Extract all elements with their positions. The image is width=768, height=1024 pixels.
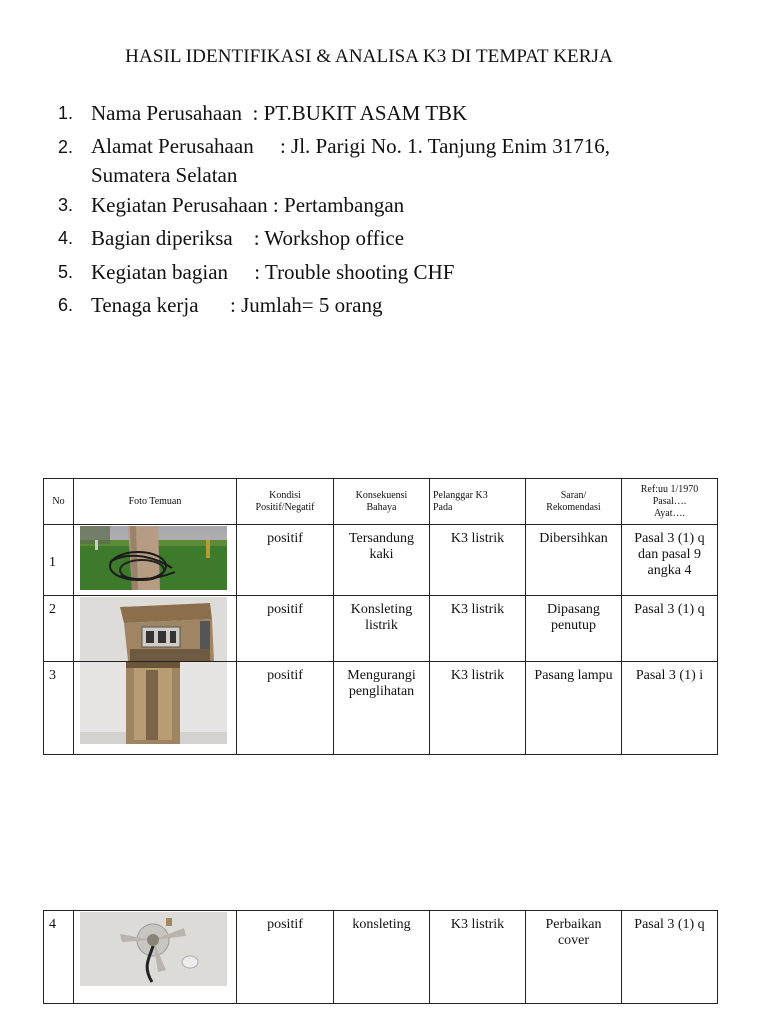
header-konsekuensi [334,479,430,525]
row-number: 1 [44,525,74,596]
list-number: 2. [58,136,74,157]
list-number: 5. [58,261,74,282]
table-row [44,525,718,596]
photo-exposed-switch [80,597,227,661]
saran-cell: Pasang lampu [526,662,622,755]
header-ref [622,479,718,525]
header-line: Saran/ [560,489,587,501]
saran-cell: Dipasang penutup [526,596,622,662]
info-text: Kegiatan bagian : Trouble shooting CHF [91,259,455,284]
saran-cell: Perbaikan cover [526,911,622,1004]
header-line: Pasal…. [652,495,687,507]
list-number: 1. [58,103,74,123]
photo-lamp-fixture [80,662,227,744]
photo-cell [74,911,237,1004]
list-number: 6. [58,295,74,316]
pelanggar-cell: K3 listrik [430,596,526,662]
ref-cell: Pasal 3 (1) q [622,596,718,662]
info-item-company-address [58,131,711,189]
photo-cell [74,662,237,755]
header-saran [526,479,622,525]
document-title: HASIL IDENTIFIKASI & ANALISA K3 DI TEMPAT KERJA [125,46,613,67]
pelanggar-cell: K3 listrik [430,662,526,755]
kondisi-cell: positif [237,596,334,662]
findings-table [43,478,718,755]
table-header-row [44,479,718,525]
kondisi-cell: positif [237,662,334,755]
header-line: Rekomendasi [546,501,601,513]
findings-table-continued [43,910,718,1004]
konsekuensi-cell: Mengurangi penglihatan [334,662,430,755]
kondisi-cell: positif [237,911,334,1004]
photo-cable-tangle [80,526,227,590]
photo-cell [74,596,237,662]
photo-ceiling-fan [80,912,227,986]
info-text: Alamat Perusahaan : Jl. Parigi No. 1. Tanjung Enim 31716, [91,133,610,158]
header-no: No [44,479,74,525]
ref-cell: Pasal 3 (1) q dan pasal 9 angka 4 [622,525,718,596]
row-number: 3 [44,662,74,755]
table-row [44,596,718,662]
ref-cell: Pasal 3 (1) q [622,911,718,1004]
list-number: 4. [58,228,74,249]
header-pelanggar [430,479,526,525]
table-row [44,911,718,1004]
header-line: Positif/Negatif [255,501,315,513]
info-item-workforce [58,289,711,323]
list-number: 3. [58,194,74,215]
info-text: Tenaga kerja : Jumlah= 5 orang [91,293,383,318]
info-item-section-activity [58,256,711,290]
ref-cell: Pasal 3 (1) i [622,662,718,755]
info-text: Nama Perusahaan : PT.BUKIT ASAM TBK [91,101,468,125]
row-number: 2 [44,596,74,662]
pelanggar-cell: K3 listrik [430,525,526,596]
table-row [44,662,718,755]
header-foto: Foto Temuan [74,479,237,525]
header-line: Konsekuensi [355,489,408,501]
info-item-company-name [58,97,711,131]
header-line: Pada [433,501,453,513]
header-kondisi [237,479,334,525]
header-line: Pelanggar K3 [433,489,488,501]
pelanggar-cell: K3 listrik [430,911,526,1004]
header-line: Kondisi [269,489,301,501]
header-line: Ref:uu 1/1970 [640,483,699,495]
konsekuensi-cell: Tersandung kaki [334,525,430,596]
info-text-continued: Sumatera Selatan [91,162,238,187]
kondisi-cell: positif [237,525,334,596]
header-line: Ayat…. [653,507,686,519]
info-item-company-activity [58,189,711,223]
saran-cell: Dibersihkan [526,525,622,596]
konsekuensi-cell: konsleting [334,911,430,1004]
row-number: 4 [44,911,74,1004]
header-line: Bahaya [366,501,397,513]
info-text: Kegiatan Perusahaan : Pertambangan [91,192,405,217]
info-text: Bagian diperiksa : Workshop office [91,226,405,251]
konsekuensi-cell: Konsleting listrik [334,596,430,662]
company-info-list [58,97,711,323]
photo-cell [74,525,237,596]
info-item-section [58,222,711,256]
